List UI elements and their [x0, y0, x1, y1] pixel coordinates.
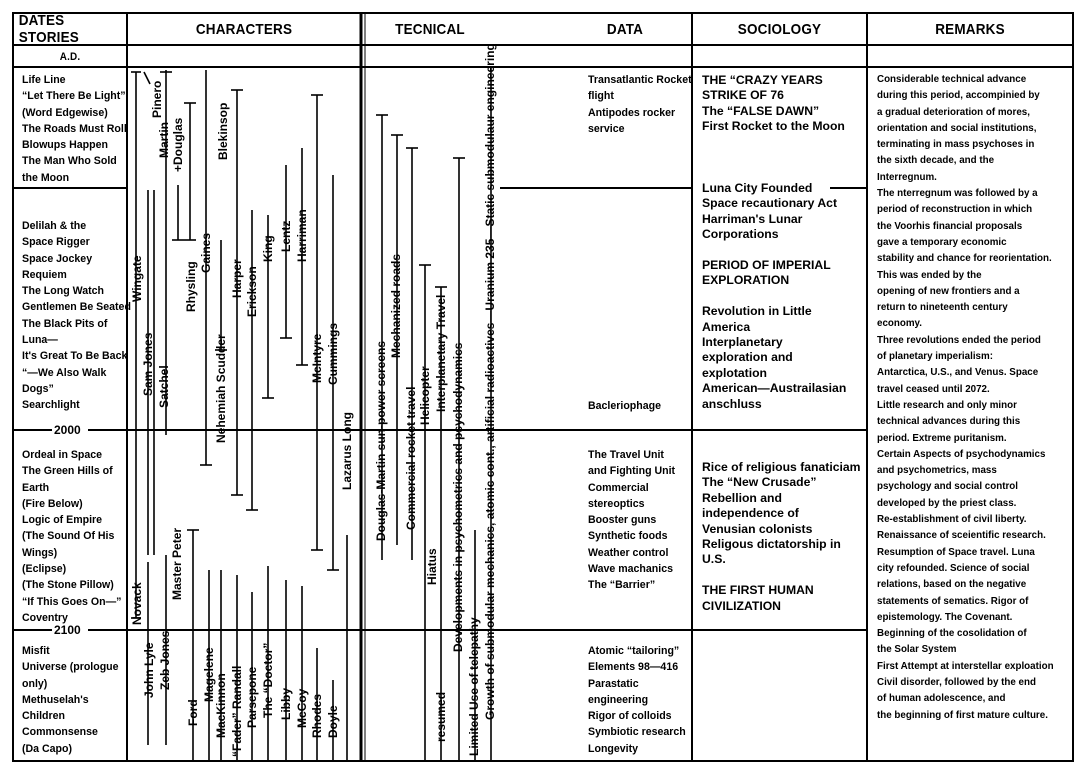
- char-the-doctor: The “Doctor”: [261, 642, 275, 718]
- char-satchel: Satchel: [157, 365, 171, 408]
- story-title: The Man Who Sold: [22, 155, 117, 168]
- story-title: Children: [22, 710, 65, 723]
- year-2000: 2000: [54, 423, 81, 437]
- char-novack: Novack: [130, 582, 144, 625]
- data-item: Elements 98—416: [588, 661, 679, 674]
- header-dates-stories: DATES STORIES: [18, 12, 79, 46]
- remark-line: gave a temporary economic: [877, 236, 1007, 248]
- data-group-4: [588, 643, 686, 757]
- sociology-item: EXPLORATION: [702, 273, 790, 288]
- header-remarks: REMARKS: [935, 20, 1005, 38]
- sociology-item: PERIOD OF IMPERIAL: [702, 258, 831, 273]
- remark-line: the Voorhis financial proposals: [877, 220, 1023, 232]
- tech-interplanetary-travel: Interplanetary Travel: [434, 294, 448, 412]
- sociology-item: The “New Crusade”: [702, 475, 817, 490]
- story-title: Delilah & the: [22, 220, 87, 232]
- story-title: Universe (prologue: [22, 661, 119, 674]
- data-item: flight: [588, 90, 614, 103]
- story-title: only): [22, 677, 48, 690]
- data-item: engineering: [588, 693, 649, 706]
- stories-group-2: [22, 218, 131, 414]
- story-title: Gentlemen Be Seated: [22, 301, 131, 314]
- sociology-item: explotation: [702, 365, 768, 380]
- story-title: Misfit: [22, 645, 50, 657]
- story-title: Ordeal in Space: [22, 449, 103, 461]
- data-item: Longevity: [588, 742, 639, 755]
- sociology-item: The “FALSE DAWN”: [702, 103, 820, 118]
- remark-line: the Solar System: [877, 644, 957, 656]
- data-item: Wave machanics: [588, 563, 673, 576]
- story-title: the Moon: [22, 171, 70, 184]
- data-item: Symbiotic research: [588, 726, 686, 739]
- remark-line: psychology and social control: [877, 481, 1018, 493]
- sociology-item: [702, 289, 846, 304]
- sociology-item: CIVILIZATION: [702, 598, 781, 613]
- remark-line: the beginning of first mature culture.: [877, 709, 1048, 721]
- data-group-1: [588, 72, 692, 137]
- sociology-item: Corporations: [702, 227, 779, 242]
- tech-mechanized-roads: Mechanized roads: [389, 253, 403, 358]
- tech-commercial-rocket-travel: Commercial rocket travel: [404, 386, 418, 530]
- sociology-group-1: [702, 73, 845, 135]
- remark-line: opening of new frontiers and a: [877, 285, 1020, 297]
- sociology-item: First Rocket to the Moon: [702, 119, 845, 134]
- story-title: (Da Capo): [22, 742, 73, 755]
- sociology-item: Rice of religious fanaticiam: [702, 460, 861, 474]
- sociology-group-2: [702, 181, 846, 412]
- story-title: The Black Pits of: [22, 317, 108, 330]
- char-mccoy: McCoy: [295, 688, 309, 728]
- sociology-item: Interplanetary: [702, 335, 783, 350]
- remark-line: Little research and only minor: [877, 399, 1017, 411]
- story-title: Dogs”: [22, 382, 54, 395]
- char-wingate: Wingate: [130, 255, 144, 302]
- tech-resumed: resumed: [434, 691, 448, 742]
- story-title: It's Great To Be Back: [22, 350, 128, 363]
- data-item: Commercial: [588, 481, 649, 494]
- story-title: The Green Hills of: [22, 465, 113, 478]
- remark-line: and psychometrics, mass: [877, 465, 997, 477]
- char-doyle: Doyle: [326, 705, 340, 738]
- stories-group-3: [22, 447, 121, 626]
- story-title: “Let There Be Light”: [22, 90, 126, 103]
- data-item: Antipodes rocker: [588, 106, 676, 119]
- story-title: The Long Watch: [22, 285, 104, 298]
- data-item: Transatlantic Rocket: [588, 74, 692, 86]
- char-harriman: Harriman: [295, 209, 309, 262]
- char-sam-jones: Sam Jones: [141, 332, 155, 396]
- char-magelene: Magelene: [202, 647, 216, 702]
- sociology-item: Revolution in Little: [702, 304, 812, 319]
- remark-line: Resumption of Space travel. Luna: [877, 546, 1035, 558]
- year-2100: 2100: [54, 623, 81, 637]
- char-erickson: Erickson: [245, 266, 259, 317]
- remark-line: The nterregnum was followed by a: [877, 188, 1038, 200]
- remark-line: the sixth decade, and the: [877, 155, 995, 167]
- remarks-list: [877, 72, 1077, 724]
- story-title: (Word Edgewise): [22, 106, 108, 119]
- char-rhodes: Rhodes: [310, 693, 324, 738]
- remark-line: Three revolutions ended the period: [877, 334, 1041, 346]
- story-title: Blowups Happen: [22, 139, 108, 152]
- story-title: Luna—: [22, 334, 58, 347]
- sociology-item: Harriman's Lunar: [702, 211, 803, 226]
- sociology-item: STRIKE OF 76: [702, 88, 784, 103]
- remark-line: Antarctica, U.S., and Venus. Space: [877, 367, 1039, 379]
- char-master-peter: Master Peter: [170, 527, 184, 600]
- char-martin: Martin: [157, 122, 171, 158]
- remark-line: relations, based on the negative: [877, 579, 1027, 591]
- char-cummings: Cummings: [326, 322, 340, 385]
- sociology-item: Space recautionary Act: [702, 196, 838, 211]
- tech-psychometrics: Developments in psychometrics and psychodynamics: [451, 342, 465, 652]
- story-title: Searchlight: [22, 399, 80, 412]
- sociology-item: [702, 568, 860, 583]
- story-title: “—We Also Walk: [22, 366, 107, 379]
- era-label: A.D.: [59, 50, 81, 63]
- remark-line: epistemology. The Covenant.: [877, 611, 1013, 623]
- sociology-item: anschluss: [702, 396, 762, 411]
- char-gaines: Gaines: [199, 232, 213, 273]
- char-rhysling: Rhysling: [184, 261, 198, 312]
- remark-line: stability and chance for reorientation.: [877, 253, 1052, 265]
- sociology-item: Luna City Founded: [702, 181, 813, 195]
- sociology-item: THE FIRST HUMAN: [702, 583, 814, 598]
- data-item: Atomic “tailoring”: [588, 645, 680, 657]
- char-parsepone: Parsepone: [245, 666, 259, 728]
- data-item: Rigor of colloids: [588, 710, 672, 723]
- tech-telepathy: Limited Use of telepathy: [467, 617, 481, 756]
- story-title: The Roads Must Roll: [22, 122, 127, 135]
- tech-sun-power-screens: Douglas-Martin sun-power screens: [374, 340, 388, 541]
- char-pinero: Pinero: [150, 80, 164, 118]
- remark-line: developed by the priest class.: [877, 497, 1017, 509]
- story-title: (The Sound Of His: [22, 530, 115, 543]
- data-item: Booster guns: [588, 514, 657, 527]
- sociology-item: [702, 243, 846, 258]
- char-ford: Ford: [186, 699, 200, 726]
- data-item: The Travel Unit: [588, 449, 664, 461]
- remark-line: Considerable technical advance: [877, 74, 1027, 85]
- remark-line: city refounded. Science of social: [877, 562, 1030, 574]
- remark-line: terminating in mass psychoses in: [877, 139, 1035, 151]
- sociology-item: THE “CRAZY YEARS: [702, 73, 823, 87]
- story-title: Earth: [22, 481, 50, 494]
- sociology-item: exploration and: [702, 350, 793, 365]
- remark-line: return to nineteenth century: [877, 302, 1008, 314]
- char-mcintyre: McIntyre: [310, 333, 324, 383]
- story-title: (The Stone Pillow): [22, 579, 114, 592]
- data-item: The “Barrier”: [588, 579, 656, 592]
- story-title: Methuselah's: [22, 693, 89, 706]
- story-title: Coventry: [22, 611, 68, 624]
- story-title: Space Rigger: [22, 236, 90, 249]
- stories-group-1: [22, 72, 127, 186]
- data-item: Bacleriophage: [588, 400, 662, 412]
- header-technical: TECNICAL: [395, 20, 465, 38]
- remark-line: period of reconstruction in which: [877, 204, 1033, 216]
- story-title: Wings): [22, 546, 58, 559]
- tech-hiatus: Hiatus: [425, 548, 439, 585]
- remark-line: orientation and social institutions,: [877, 122, 1037, 134]
- remark-line: Interregnum.: [877, 171, 937, 183]
- sociology-group-3: [702, 460, 860, 614]
- sociology-item: America: [702, 319, 751, 334]
- remark-line: of planetary imperialism:: [877, 351, 993, 363]
- tech-submodular-mechanics: Growth of submodular mechanics, atomic cont., artificial radioactives—Uranium 235—Static submodulaur engineering: [483, 43, 497, 720]
- remark-line: Certain Aspects of psychodynamics: [877, 448, 1046, 460]
- data-item: and Fighting Unit: [588, 465, 676, 478]
- remark-line: First Attempt at interstellar exploation: [877, 660, 1054, 672]
- char-blekinsop: Blekinsop: [216, 102, 230, 160]
- data-item: service: [588, 122, 625, 135]
- remark-line: Civil disorder, followed by the end: [877, 676, 1036, 688]
- remark-line: economy.: [877, 318, 923, 330]
- stories-group-4: [22, 643, 119, 757]
- remark-line: Re-establishment of civil liberty.: [877, 514, 1027, 526]
- header-characters: CHARACTERS: [195, 20, 293, 38]
- story-title: Life Line: [22, 74, 66, 86]
- char-lazarus-long: Lazarus Long: [340, 411, 354, 490]
- tech-helicopter: Helicopter: [418, 366, 432, 425]
- header-data: DATA: [606, 20, 644, 38]
- remark-line: travel ceased until 2072.: [877, 383, 990, 395]
- data-item: stereoptics: [588, 497, 645, 510]
- remark-line: during this period, accompinied by: [877, 90, 1040, 102]
- char-king: King: [261, 235, 275, 262]
- remark-line: period. Extreme puritanism.: [877, 432, 1007, 444]
- story-title: Requiem: [22, 268, 67, 281]
- char-libby: Libby: [279, 688, 293, 720]
- sociology-item: Venusian colonists: [702, 521, 813, 536]
- remark-line: a gradual deterioration of mores,: [877, 106, 1030, 118]
- sociology-item: American—Austrailasian: [702, 381, 847, 396]
- header-sociology: SOCIOLOGY: [737, 20, 822, 38]
- data-group-2: [588, 398, 661, 414]
- char-nehemiah-scudder: Nehemiah Scudder: [214, 334, 228, 443]
- data-item: Weather control: [588, 546, 669, 559]
- story-title: Space Jockey: [22, 252, 93, 265]
- story-title: Logic of Empire: [22, 514, 103, 527]
- story-title: Commonsense: [22, 726, 98, 739]
- char-douglas: +Douglas: [171, 117, 185, 172]
- data-group-3: [588, 447, 675, 594]
- remark-line: Renaissance of sceientific research.: [877, 530, 1046, 542]
- remark-line: Beginning of the cosolidation of: [877, 628, 1027, 640]
- char-mackinnon: MacKinnon: [214, 673, 228, 738]
- story-title: (Eclipse): [22, 563, 67, 576]
- remark-line: of human adolescence, and: [877, 693, 1006, 705]
- story-title: (Fire Below): [22, 497, 83, 510]
- char-harper: Harper: [230, 259, 244, 298]
- char-zeb-jones: Zeb Jones: [158, 630, 172, 690]
- data-item: Parastatic: [588, 677, 639, 690]
- char-fader-randall: “Fader” Randall: [230, 665, 244, 757]
- remark-line: technical advances during this: [877, 416, 1021, 428]
- char-lentz: Lentz: [279, 220, 293, 252]
- data-item: Synthetic foods: [588, 530, 668, 543]
- sociology-item: Religous dictatorship in: [702, 537, 841, 552]
- sociology-item: independence of: [702, 506, 799, 521]
- story-title: “If This Goes On—”: [22, 595, 122, 608]
- sociology-item: U.S.: [702, 552, 726, 567]
- char-john-lyle: John Lyle: [142, 642, 156, 698]
- remark-line: This was ended by the: [877, 269, 982, 281]
- remark-line: statements of sematics. Rigor of: [877, 595, 1029, 607]
- sociology-item: Rebellion and: [702, 490, 782, 505]
